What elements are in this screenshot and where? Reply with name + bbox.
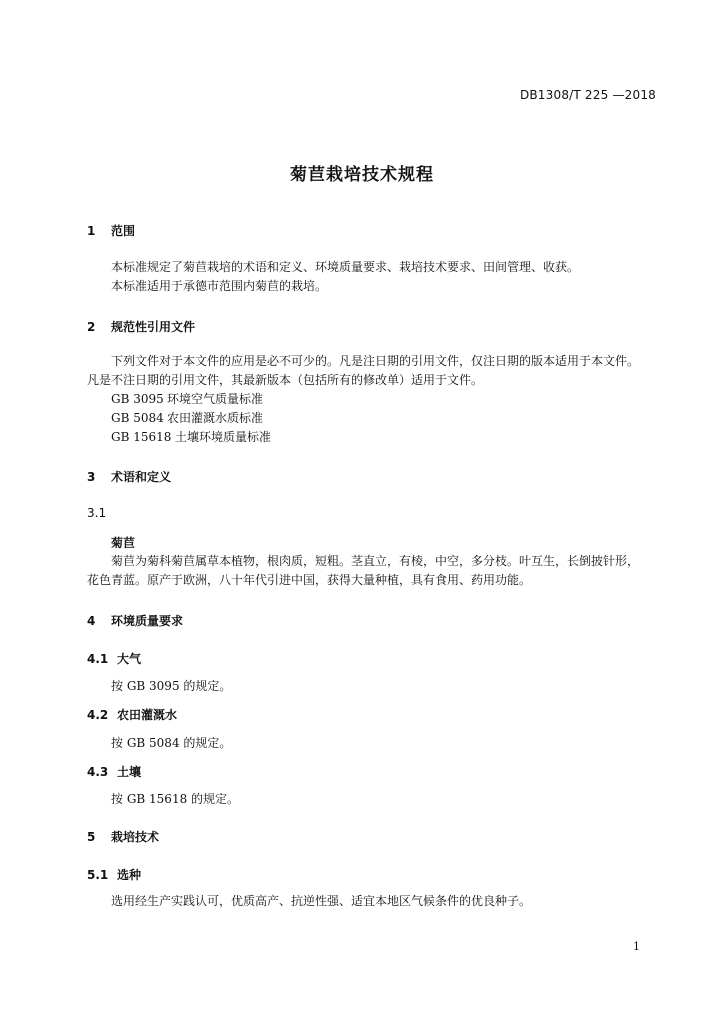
subsection-number: 5.1 <box>87 868 109 882</box>
section-2-paragraph-line-2: 凡是不注日期的引用文件，其最新版本（包括所有的修改单）适用于文件。 <box>87 373 484 387</box>
section-1-paragraph-1: 本标准规定了菊苣栽培的术语和定义、环境质量要求、栽培技术要求、田间管理、收获。 <box>111 260 580 274</box>
section-number: 5 <box>87 830 96 844</box>
subsection-4-2-text: 按 GB 5084 的规定。 <box>111 736 232 750</box>
reference-item <box>111 390 263 409</box>
subsection-title: 大气 <box>117 652 142 666</box>
reference-name: 环境空气质量标准 <box>167 392 264 406</box>
page-title: 菊苣栽培技术规程 <box>290 165 434 185</box>
section-number: 4 <box>87 614 96 628</box>
subsection-title: 选种 <box>117 868 142 882</box>
subsection-5-1-heading <box>87 866 141 883</box>
subsection-4-3-text: 按 GB 15618 的规定。 <box>111 792 240 806</box>
subsection-5-1-text: 选用经生产实践认可，优质高产、抗逆性强、适宜本地区气候条件的优良种子。 <box>111 894 532 908</box>
page-number: 1 <box>633 940 640 953</box>
subsection-title: 土壤 <box>117 765 142 779</box>
section-number: 1 <box>87 224 96 238</box>
reference-code: GB 15618 <box>111 430 172 444</box>
term-definition-line-1: 菊苣为菊科菊苣属草本植物，根肉质，短粗。茎直立，有棱，中空，多分枝。叶互生，长倒披针形， <box>111 554 640 568</box>
section-4-heading <box>87 612 183 629</box>
reference-code: GB 3095 <box>111 392 164 406</box>
subsection-title: 农田灌溉水 <box>117 708 178 722</box>
reference-item <box>111 428 271 447</box>
subsection-number: 4.1 <box>87 652 109 666</box>
section-2-heading <box>87 318 195 335</box>
reference-name: 土壤环境质量标准 <box>175 430 272 444</box>
term-name: 菊苣 <box>111 536 136 550</box>
term-definition-line-2: 花色青蓝。原产于欧洲，八十年代引进中国，获得大量种植，具有食用、药用功能。 <box>87 573 532 587</box>
section-title: 术语和定义 <box>111 470 172 484</box>
subsection-4-1-heading <box>87 650 141 667</box>
section-number: 3 <box>87 470 96 484</box>
subsection-4-2-heading <box>87 706 177 723</box>
reference-code: GB 5084 <box>111 411 164 425</box>
section-3-heading <box>87 468 171 485</box>
section-5-heading <box>87 828 159 845</box>
subsection-number: 4.3 <box>87 765 109 779</box>
section-title: 栽培技术 <box>111 830 160 844</box>
section-title: 规范性引用文件 <box>111 320 196 334</box>
section-title: 范围 <box>111 224 136 238</box>
section-2-paragraph-line-1: 下列文件对于本文件的应用是必不可少的。凡是注日期的引用文件，仅注日期的版本适用于本文件。 <box>111 354 640 368</box>
subsection-4-1-text: 按 GB 3095 的规定。 <box>111 679 232 693</box>
reference-item <box>111 409 263 428</box>
subsection-number: 4.2 <box>87 708 109 722</box>
reference-name: 农田灌溉水质标准 <box>167 411 264 425</box>
subsection-3-1-number: 3.1 <box>87 506 107 520</box>
subsection-4-3-heading <box>87 763 141 780</box>
section-1-heading <box>87 222 135 239</box>
section-number: 2 <box>87 320 96 334</box>
section-1-paragraph-2: 本标准适用于承德市范围内菊苣的栽培。 <box>111 279 328 293</box>
document-number: DB1308/T 225 —2018 <box>519 88 656 102</box>
section-title: 环境质量要求 <box>111 614 184 628</box>
